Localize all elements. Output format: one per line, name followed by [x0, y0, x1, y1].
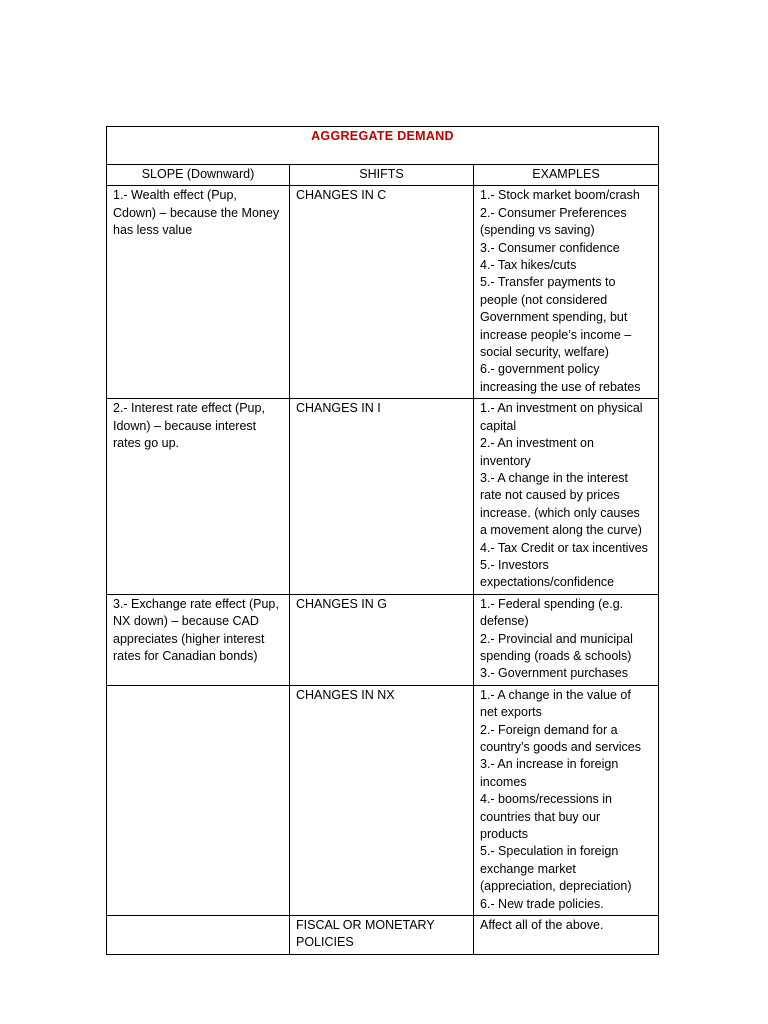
slope-line: 2.- Interest rate effect (Pup,: [113, 401, 265, 416]
aggregate-demand-table: [106, 126, 659, 955]
examples-line: 2.- Foreign demand for a: [480, 722, 618, 737]
shift-cell: [290, 399, 474, 594]
slope-cell: [107, 594, 290, 685]
examples-line: rate not caused by prices: [480, 488, 620, 503]
examples-line: 2.- Provincial and municipal: [480, 631, 633, 646]
examples-line: countries that buy our: [480, 809, 601, 824]
examples-line: 1.- A change in the value of: [480, 687, 631, 702]
examples-line: spending (roads & schools): [480, 648, 632, 663]
examples-cell: [474, 916, 659, 955]
slope-line: rates for Canadian bonds): [113, 648, 258, 663]
examples-line: people (not considered: [480, 292, 608, 307]
slope-line: has less value: [113, 223, 193, 238]
examples-line: (appreciation, depreciation): [480, 879, 632, 894]
examples-line: net exports: [480, 705, 542, 720]
table-row: [107, 186, 659, 399]
examples-line: increase. (which only causes: [480, 505, 640, 520]
examples-line: incomes: [480, 774, 527, 789]
table-body: [107, 186, 659, 954]
shift-line: CHANGES IN I: [296, 401, 381, 416]
examples-line: 3.- An increase in foreign: [480, 757, 619, 772]
examples-line: 4.- Tax hikes/cuts: [480, 258, 577, 273]
examples-line: 5.- Speculation in foreign: [480, 844, 619, 859]
slope-line: Cdown) – because the Money: [113, 205, 280, 220]
examples-line: 5.- Transfer payments to: [480, 275, 616, 290]
examples-line: 2.- An investment on: [480, 436, 594, 451]
shift-line: CHANGES IN NX: [296, 687, 395, 702]
examples-line: increasing the use of rebates: [480, 379, 641, 394]
examples-line: inventory: [480, 453, 531, 468]
slope-cell: [107, 186, 290, 399]
column-header-shifts: SHIFTS: [290, 165, 474, 186]
examples-line: 6.- New trade policies.: [480, 896, 604, 911]
examples-line: defense): [480, 614, 529, 629]
column-header-examples: EXAMPLES: [474, 165, 659, 186]
examples-line: 5.- Investors: [480, 557, 549, 572]
examples-line: (spending vs saving): [480, 223, 595, 238]
shift-line: FISCAL OR MONETARY: [296, 918, 435, 933]
examples-line: capital: [480, 418, 517, 433]
examples-line: 1.- Stock market boom/crash: [480, 188, 640, 203]
table-row: [107, 685, 659, 915]
examples-line: increase people’s income –: [480, 327, 632, 342]
examples-cell: [474, 594, 659, 685]
examples-line: 1.- An investment on physical: [480, 401, 643, 416]
slope-line: appreciates (higher interest: [113, 631, 265, 646]
examples-cell: [474, 685, 659, 915]
examples-cell: [474, 186, 659, 399]
table-row: [107, 594, 659, 685]
shift-cell: [290, 685, 474, 915]
shift-line: POLICIES: [296, 935, 354, 950]
examples-line: country’s goods and services: [480, 740, 641, 754]
examples-line: 1.- Federal spending (e.g.: [480, 596, 624, 611]
column-header-slope: SLOPE (Downward): [107, 165, 290, 186]
slope-line: Idown) – because interest: [113, 418, 257, 433]
slope-cell: [107, 916, 290, 955]
examples-line: 4.- Tax Credit or tax incentives: [480, 540, 648, 555]
shift-cell: [290, 186, 474, 399]
examples-line: 3.- Consumer confidence: [480, 240, 620, 255]
examples-line: expectations/confidence: [480, 575, 615, 590]
shift-line: CHANGES IN C: [296, 188, 387, 203]
slope-line: 1.- Wealth effect (Pup,: [113, 188, 237, 203]
table-row: [107, 916, 659, 955]
shift-cell: [290, 594, 474, 685]
slope-cell: [107, 399, 290, 594]
examples-cell: [474, 399, 659, 594]
examples-line: a movement along the curve): [480, 523, 642, 538]
examples-line: social security, welfare): [480, 345, 609, 360]
examples-line: 4.- booms/recessions in: [480, 792, 613, 807]
examples-line: Affect all of the above.: [480, 918, 604, 933]
table-row: [107, 399, 659, 594]
shift-line: CHANGES IN G: [296, 596, 387, 611]
slope-line: rates go up.: [113, 436, 180, 451]
slope-line: 3.- Exchange rate effect (Pup,: [113, 596, 279, 611]
examples-line: 2.- Consumer Preferences: [480, 205, 627, 220]
examples-line: exchange market: [480, 861, 576, 876]
table-title: AGGREGATE DEMAND: [107, 127, 659, 165]
examples-line: 6.- government policy: [480, 362, 600, 377]
examples-line: products: [480, 827, 528, 842]
examples-line: 3.- A change in the interest: [480, 470, 629, 485]
examples-line: 3.- Government purchases: [480, 666, 628, 681]
examples-line: Government spending, but: [480, 310, 628, 325]
shift-cell: [290, 916, 474, 955]
slope-cell: [107, 685, 290, 915]
slope-line: NX down) – because CAD: [113, 614, 259, 629]
